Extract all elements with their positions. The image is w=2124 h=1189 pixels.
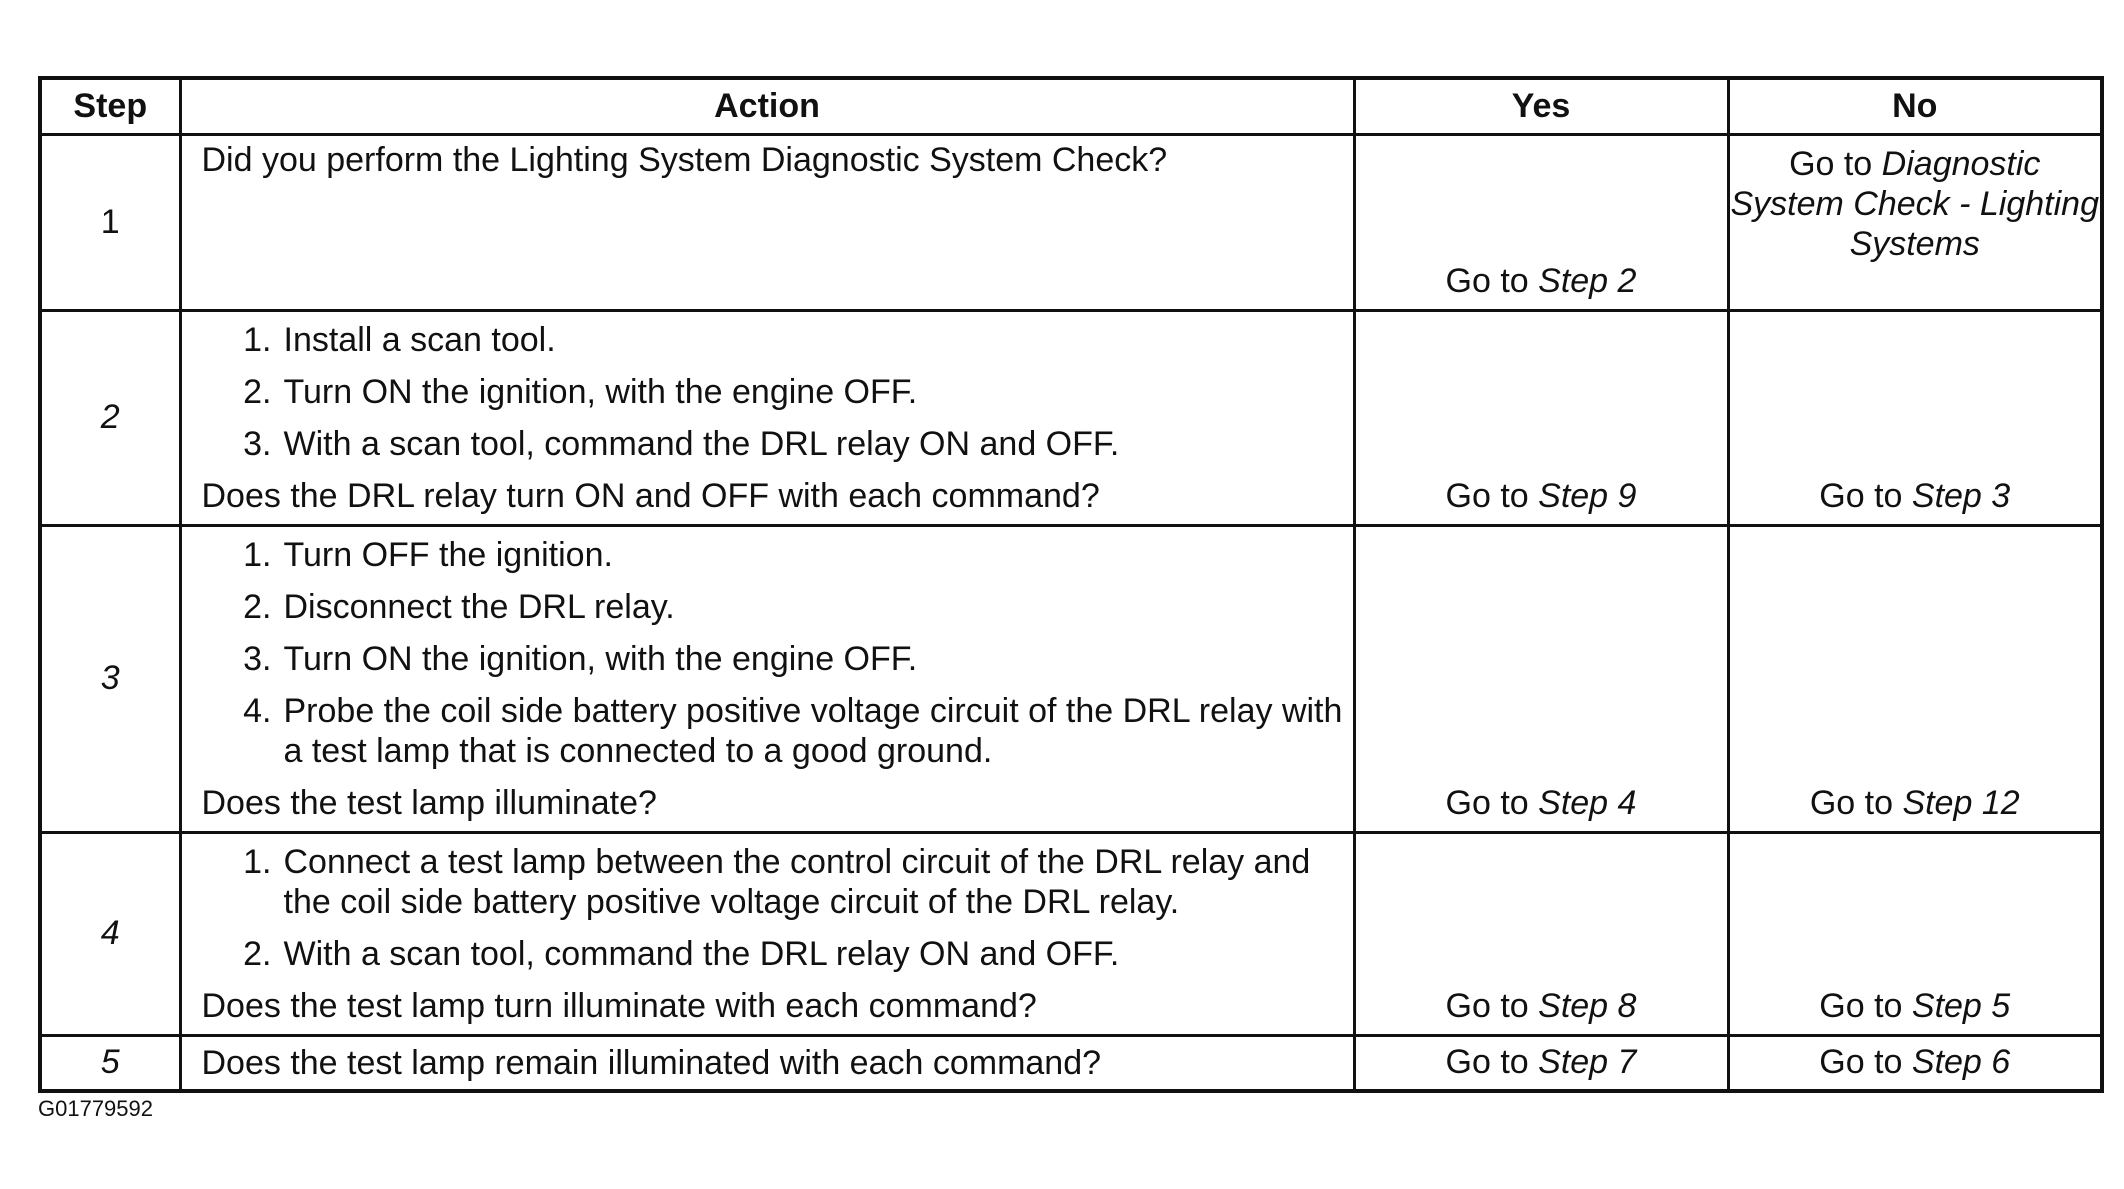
list-item [202, 934, 1343, 974]
no-step-link[interactable]: Step 12 [1902, 783, 2020, 822]
action-steps-list [202, 535, 1343, 771]
table-row [40, 310, 2102, 525]
item-text: With a scan tool, command the DRL relay ON and OFF. [283, 424, 1120, 463]
item-number: 4. [243, 691, 272, 730]
item-text: Install a scan tool. [283, 320, 556, 359]
yes-cell [1354, 1035, 1728, 1091]
no-step-link[interactable]: Diagnostic System Check - Lighting Systems [1730, 144, 2099, 263]
step-number: 3 [40, 525, 180, 832]
yes-step-link[interactable]: Step 7 [1538, 1043, 1637, 1082]
list-item [202, 424, 1343, 464]
action-question: Does the test lamp remain illuminated with each command? [201, 1043, 1102, 1082]
yes-cell [1354, 525, 1728, 832]
table-row [40, 525, 2102, 832]
header-no: No [1728, 78, 2102, 134]
action-steps-list [202, 320, 1343, 464]
yes-step-link[interactable]: Step 4 [1538, 783, 1637, 822]
yes-prefix: Go to [1445, 783, 1539, 822]
no-prefix: Go to [1819, 1043, 1912, 1082]
action-cell [180, 134, 1354, 310]
item-text: Turn ON the ignition, with the engine OFF. [283, 372, 918, 411]
list-item [202, 691, 1343, 771]
action-steps-list [202, 842, 1343, 974]
no-prefix: Go to [1789, 144, 1882, 183]
table-row [40, 134, 2102, 310]
item-number: 2. [243, 934, 272, 973]
item-text: Turn OFF the ignition. [283, 535, 613, 574]
yes-cell [1354, 310, 1728, 525]
yes-step-link[interactable]: Step 8 [1538, 986, 1637, 1025]
yes-step-link[interactable]: Step 9 [1538, 476, 1637, 515]
action-cell [180, 832, 1354, 1035]
item-text: Connect a test lamp between the control circuit of the DRL relay and the coil side battery positive voltage circuit of the DRL relay. [283, 842, 1311, 921]
yes-step-link[interactable]: Step 2 [1538, 261, 1637, 300]
yes-prefix: Go to [1445, 1043, 1539, 1082]
table-row [40, 1035, 2102, 1091]
figure-id-caption: G01779592 [38, 1096, 153, 1121]
header-row [40, 78, 2102, 134]
item-text: Turn ON the ignition, with the engine OFF. [283, 639, 918, 678]
no-cell [1728, 525, 2102, 832]
item-number: 1. [243, 842, 272, 881]
yes-prefix: Go to [1445, 986, 1539, 1025]
step-number: 5 [40, 1035, 180, 1091]
no-cell [1728, 310, 2102, 525]
item-number: 2. [243, 372, 272, 411]
list-item [202, 535, 1343, 575]
no-prefix: Go to [1809, 783, 1903, 822]
item-text: Disconnect the DRL relay. [283, 587, 675, 626]
action-cell [180, 310, 1354, 525]
action-cell [180, 1035, 1354, 1091]
no-step-link[interactable]: Step 6 [1911, 1043, 2011, 1082]
yes-cell [1354, 832, 1728, 1035]
list-item [202, 587, 1343, 627]
action-question: Does the test lamp illuminate? [201, 783, 657, 822]
header-action: Action [180, 78, 1354, 134]
item-text: With a scan tool, command the DRL relay ON and OFF. [283, 934, 1120, 973]
table-row [40, 832, 2102, 1035]
list-item [202, 842, 1343, 922]
action-question: Did you perform the Lighting System Diagnostic System Check? [201, 140, 1168, 179]
no-cell [1728, 134, 2102, 310]
item-number: 3. [243, 424, 272, 463]
list-item [202, 639, 1343, 679]
no-cell [1728, 1035, 2102, 1091]
action-question: Does the test lamp turn illuminate with each command? [201, 986, 1037, 1025]
item-number: 2. [243, 587, 272, 626]
list-item [202, 320, 1343, 360]
no-cell [1728, 832, 2102, 1035]
diagnostic-table [38, 76, 2104, 1093]
item-number: 1. [243, 535, 272, 574]
no-step-link[interactable]: Step 5 [1911, 986, 2011, 1025]
step-number: 2 [40, 310, 180, 525]
header-yes: Yes [1354, 78, 1728, 134]
yes-prefix: Go to [1445, 476, 1539, 515]
no-prefix: Go to [1819, 476, 1912, 515]
action-question: Does the DRL relay turn ON and OFF with each command? [201, 476, 1100, 515]
header-step: Step [40, 78, 180, 134]
yes-prefix: Go to [1445, 261, 1539, 300]
item-number: 1. [243, 320, 272, 359]
action-cell [180, 525, 1354, 832]
step-number: 4 [40, 832, 180, 1035]
item-number: 3. [243, 639, 272, 678]
item-text: Probe the coil side battery positive voltage circuit of the DRL relay with a test lamp that is connected to a good ground. [283, 691, 1343, 770]
yes-cell [1354, 134, 1728, 310]
list-item [202, 372, 1343, 412]
step-number: 1 [40, 134, 180, 310]
no-step-link[interactable]: Step 3 [1911, 476, 2011, 515]
no-prefix: Go to [1819, 986, 1912, 1025]
